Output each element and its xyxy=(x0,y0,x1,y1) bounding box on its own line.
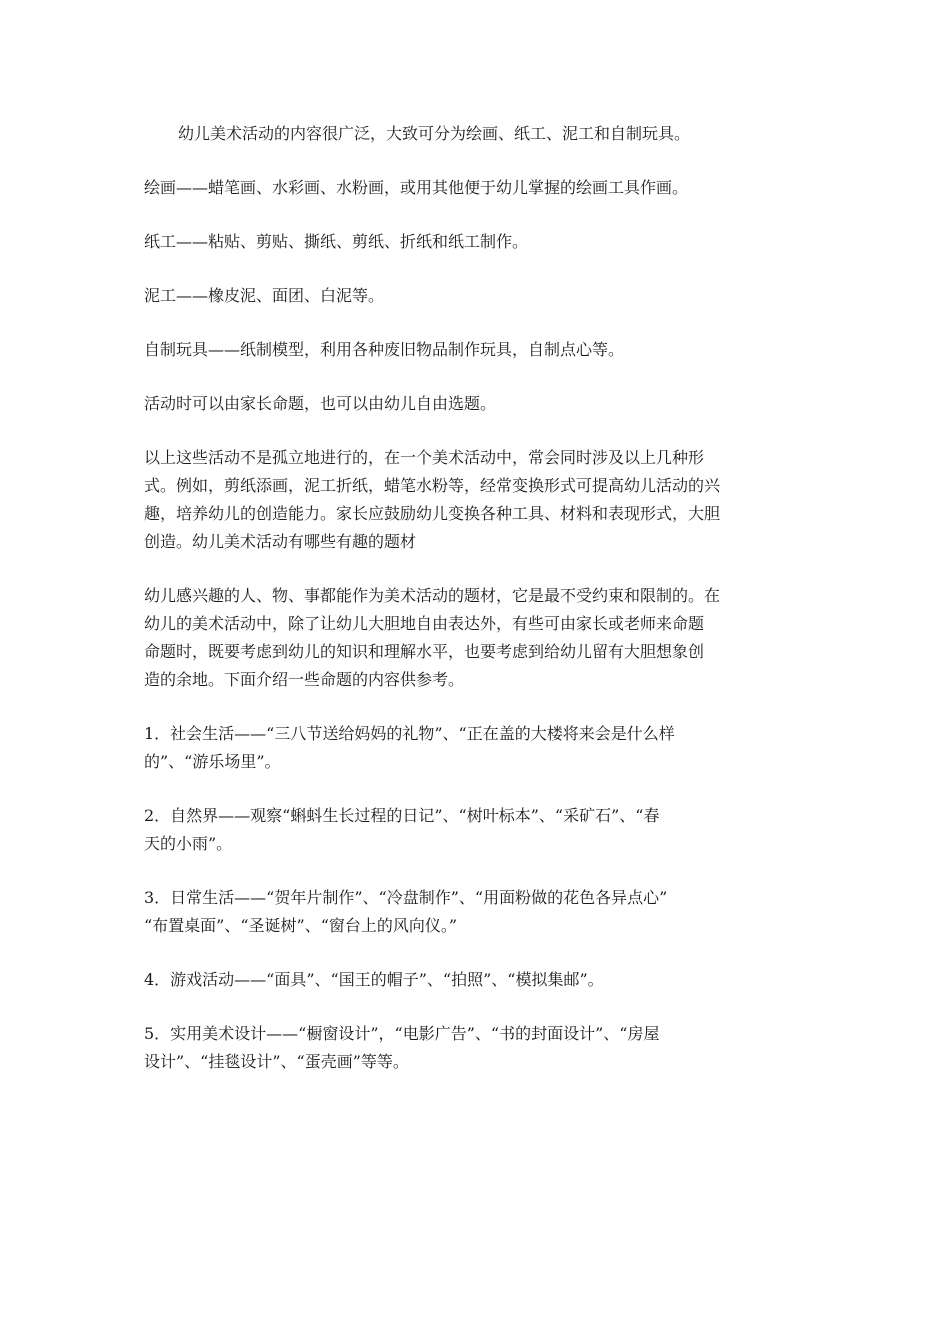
list-item-nature xyxy=(144,802,808,858)
paper-craft-paragraph: 纸工——粘贴、剪贴、撕纸、剪纸、折纸和纸工制作。 xyxy=(144,232,529,251)
text-line: 的”、“游乐场里”。 xyxy=(144,752,281,771)
text-line: 设计”、“挂毯设计”、“蛋壳画”等等。 xyxy=(144,1052,409,1071)
text-line: 5．实用美术设计——“橱窗设计”，“电影广告”、“书的封面设计”、“房屋 xyxy=(144,1024,660,1043)
themes-paragraph xyxy=(144,582,808,694)
clay-craft-paragraph: 泥工——橡皮泥、面团、白泥等。 xyxy=(144,286,385,305)
text-line: 2．自然界——观察“蝌蚪生长过程的日记”、“树叶标本”、“采矿石”、“春 xyxy=(144,806,660,825)
combined-activities-paragraph xyxy=(144,444,808,556)
text-line: 幼儿感兴趣的人、物、事都能作为美术活动的题材，它是最不受约束和限制的。在 xyxy=(144,586,721,605)
list-item-games xyxy=(144,966,808,994)
list-item-social-life xyxy=(144,720,808,776)
intro-paragraph: 幼儿美术活动的内容很广泛，大致可分为绘画、纸工、泥工和自制玩具。 xyxy=(178,124,691,143)
topic-choice-paragraph: 活动时可以由家长命题，也可以由幼儿自由选题。 xyxy=(144,394,497,413)
homemade-toys-paragraph: 自制玩具——纸制模型，利用各种废旧物品制作玩具，自制点心等。 xyxy=(144,340,625,359)
text-line: 命题时，既要考虑到幼儿的知识和理解水平，也要考虑到给幼儿留有大胆想象创 xyxy=(144,642,705,661)
text-line: 3．日常生活——“贺年片制作”、“冷盘制作”、“用面粉做的花色各异点心” xyxy=(144,888,668,907)
text-line: “布置桌面”、“圣诞树”、“窗台上的风向仪。” xyxy=(144,916,458,935)
text-line: 4．游戏活动——“面具”、“国王的帽子”、“拍照”、“模拟集邮”。 xyxy=(144,970,604,989)
document-body xyxy=(144,120,808,1102)
list-item-applied-art xyxy=(144,1020,808,1076)
text-line: 式。例如，剪纸添画，泥工折纸，蜡笔水粉等，经常变换形式可提高幼儿活动的兴 xyxy=(144,476,721,495)
text-line: 以上这些活动不是孤立地进行的，在一个美术活动中，常会同时涉及以上几种形 xyxy=(144,448,705,467)
text-line: 趣，培养幼儿的创造能力。家长应鼓励幼儿变换各种工具、材料和表现形式，大胆 xyxy=(144,504,721,523)
text-line: 造的余地。下面介绍一些命题的内容供参考。 xyxy=(144,670,465,689)
text-line: 创造。幼儿美术活动有哪些有趣的题材 xyxy=(144,532,417,551)
text-line: 1．社会生活——“三八节送给妈妈的礼物”、“正在盖的大楼将来会是什么样 xyxy=(144,724,675,743)
text-line: 幼儿的美术活动中，除了让幼儿大胆地自由表达外，有些可由家长或老师来命题 xyxy=(144,614,705,633)
text-line: 天的小雨”。 xyxy=(144,834,233,853)
painting-paragraph: 绘画——蜡笔画、水彩画、水粉画，或用其他便于幼儿掌握的绘画工具作画。 xyxy=(144,178,689,197)
list-item-daily-life xyxy=(144,884,808,940)
